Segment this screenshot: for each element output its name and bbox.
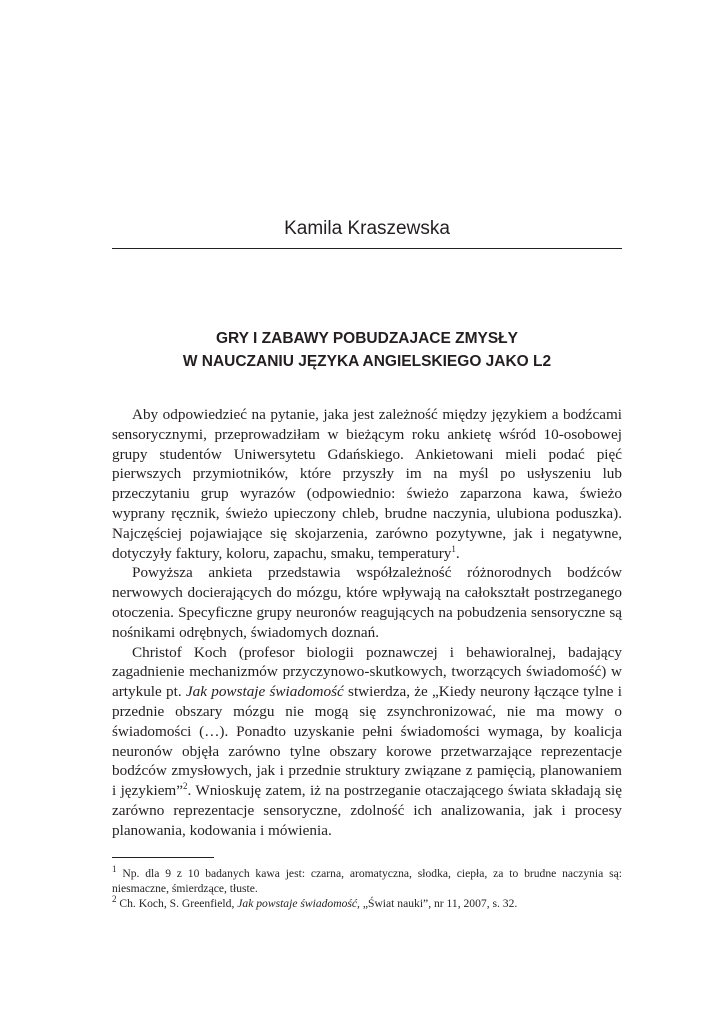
paragraph-3-part-c: . Wnioskuję zatem, iż na postrzeganie otaczającego świata składają się zarówno reprezentacje sensoryczne, zdolność ich analizowania, jak i procesy planowania, kodowania i mówienia. bbox=[112, 782, 622, 839]
article-title-italic: Jak powstaje świadomość bbox=[185, 683, 344, 701]
footnote-2-part-b: , „Świat nauki”, nr 11, 2007, s. 32. bbox=[357, 897, 518, 911]
footnote-1-number: 1 bbox=[112, 864, 117, 875]
author-name: Kamila Kraszewska bbox=[284, 218, 450, 239]
footnote-2-italic: Jak powstaje świadomość bbox=[237, 897, 358, 911]
footnote-rule bbox=[112, 857, 214, 858]
paragraph-1 bbox=[112, 405, 622, 563]
header-rule bbox=[112, 248, 622, 249]
footnote-2 bbox=[112, 896, 622, 911]
footnote-ref-1: 1 bbox=[451, 543, 456, 554]
footnote-2-part-a: Ch. Koch, S. Greenfield, bbox=[116, 897, 238, 911]
paragraph-1-end: . bbox=[455, 544, 460, 562]
paragraph-2: Powyższa ankieta przedstawia współzależność różnorodnych bodźców nerwowych docierających do mózgu, które wpływają na całokształt postrzeganego otoczenia. Specyficzne grupy neuronów reagujących na pobudzenia sensoryczne są nośnikami odrębnych, świadomych doznań. bbox=[112, 564, 622, 641]
paragraph-3 bbox=[112, 643, 622, 841]
article-body bbox=[112, 405, 622, 841]
paragraph-3-part-a: Christof Koch (profesor biologii poznawczej i behawioralnej, badający zagadnienie mechanizmów przyczynowo-skutkowych, tworzących świadomość) w artykule pt. bbox=[112, 643, 622, 701]
footnote-1 bbox=[112, 866, 622, 896]
article-title bbox=[112, 327, 622, 373]
title-line-1: GRY I ZABAWY POBUDZAJACE ZMYSŁY bbox=[216, 330, 518, 347]
title-line-2: W NAUCZANIU JĘZYKA ANGIELSKIEGO JAKO L2 bbox=[182, 353, 552, 370]
footnotes bbox=[112, 866, 622, 912]
paragraph-3-part-b: stwierdza, że „Kiedy neurony łączące tylne i przednie obszary mózgu nie mogą się zsynchronizować, nie ma mowy o świadomości (…). Ponadto uzyskanie pełni świadomości wymaga, by koalicja neuronów objęła zarówno tylne obszary korowe przetwarzające reprezentacje bodźców zmysłowych, jak i przednie struktury związane z pamięcią, planowaniem i językiem” bbox=[112, 683, 622, 800]
footnote-2-number: 2 bbox=[112, 894, 117, 905]
paragraph-1-text: Aby odpowiedzieć na pytanie, jaka jest zależność między językiem a bodźcami sensorycznymi, przeprowadziłam w bieżącym roku ankietę wśród 10-osobowej grupy studentów Uniwersytetu Gdańskiego. Ankietowani mieli podać pięć pierwszych przymiotników, które przyszły im na myśl po usłyszeniu lub przeczytaniu grup wyrazów (odpowiednio: świeżo zaparzona kawa, świeżo wyprany ręcznik, świeżo upieczony chleb, brudne naczynia, ulubiona poduszka). Najczęściej pojawiające się skojarzenia, zarówno pozytywne, jak i negatywne, dotyczyły faktury, koloru, zapachu, smaku, temperatury bbox=[112, 406, 622, 562]
footnote-ref-2: 2 bbox=[182, 781, 188, 792]
footnote-1-text: Np. dla 9 z 10 badanych kawa jest: czarna, aromatyczna, słodka, ciepła, za to brudne naczynia są: niesmaczne, śmierdzące, tłuste. bbox=[112, 867, 622, 896]
